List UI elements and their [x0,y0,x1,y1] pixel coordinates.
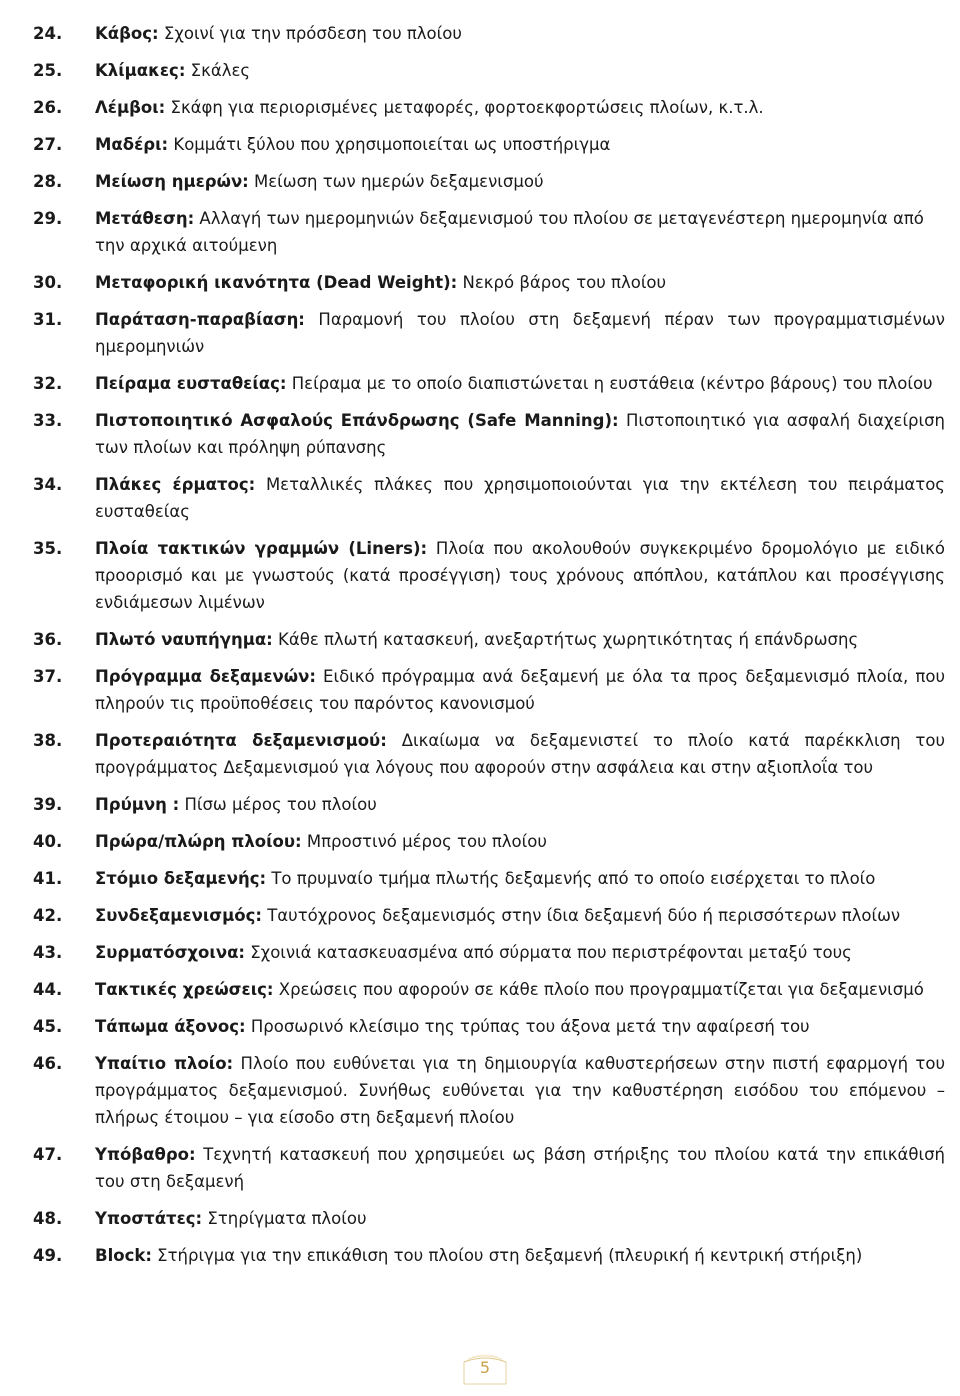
entry-term: Συνδεξαμενισμός: [95,906,262,925]
entry-definition: Ειδικό πρόγραμμα ανά δεξαμενή με όλα τα προς δεξαμενισμό πλοία, που πληρούν τις προϋποθέσεις του παρόντος κανονισμού [95,667,945,713]
entry-term: Κλίμακες: [95,61,186,80]
glossary-entry [33,1050,945,1131]
entry-body [95,407,945,461]
glossary-entry [33,306,945,360]
entry-term: Υποστάτες: [95,1209,203,1228]
entry-body [95,902,945,929]
entry-definition: Προσωρινό κλείσιμο της τρύπας του άξονα μετά την αφαίρεσή του [245,1017,810,1036]
entry-definition: Χρεώσεις που αφορούν σε κάθε πλοίο που προγραμματίζεται για δεξαμενισμό [273,980,924,999]
entry-number: 34. [33,475,63,494]
entry-term: Υπόβαθρο: [95,1145,196,1164]
entry-number: 32. [33,374,63,393]
entry-body [95,865,945,892]
entry-definition: Σκάλες [185,61,251,80]
entry-term: Πλωτό ναυπήγημα: [95,630,273,649]
entry-number: 33. [33,411,63,430]
glossary-entry [33,1013,945,1040]
glossary-entry [33,407,945,461]
entry-body [95,131,945,158]
entry-number: 49. [33,1246,63,1265]
entry-number: 31. [33,310,63,329]
entry-term: Πιστοποιητικό Ασφαλούς Επάνδρωσης (Safe Manning): [95,411,619,430]
entry-definition: Κομμάτι ξύλου που χρησιμοποιείται ως υποστήριγμα [168,135,611,154]
entry-body [95,20,945,47]
glossary-entry [33,727,945,781]
entry-body [95,791,945,818]
entry-definition: Τεχνητή κατασκευή που χρησιμεύει ως βάση στήριξης του πλοίου κατά την επικάθισή του στη δεξαμενή [95,1145,945,1191]
entry-term: Υπαίτιο πλοίο: [95,1054,234,1073]
glossary-entry [33,269,945,296]
glossary-entry [33,168,945,195]
entry-definition: Δικαίωμα να δεξαμενιστεί το πλοίο κατά παρέκκλιση του προγράμματος Δεξαμενισμού για λόγους που αφορούν στην ασφάλεια και στην αξιοπλοΐα του [95,731,946,777]
entry-number: 48. [33,1209,63,1228]
entry-body [95,471,945,525]
entry-term: Πρύμνη : [95,795,180,814]
entry-body [95,57,945,84]
glossary-entry [33,57,945,84]
entry-definition: Μεταλλικές πλάκες που χρησιμοποιούνται για την εκτέλεση του πειράματος ευσταθείας [95,475,945,521]
entry-definition: Πλοία που ακολουθούν συγκεκριμένο δρομολόγιο με ειδικό προορισμό και με γνωστούς (κατά προσέγγιση) τους χρόνους απόπλου, κατάπλου και προσέγγισης ενδιάμεσων λιμένων [95,539,945,612]
entry-body [95,727,945,781]
page-number-badge [462,1354,508,1386]
glossary-entry [33,370,945,397]
entry-number: 39. [33,795,63,814]
entry-body [95,1242,945,1269]
entry-term: Πρώρα/πλώρη πλοίου: [95,832,302,851]
entry-term: Τάπωμα άξονος: [95,1017,246,1036]
entry-body [95,1013,945,1040]
glossary-entry [33,939,945,966]
entry-definition: Στήριγμα για την επικάθιση του πλοίου στη δεξαμενή (πλευρική ή κεντρική στήριξη) [151,1246,863,1265]
entry-definition: Σκάφη για περιορισμένες μεταφορές, φορτοεκφορτώσεις πλοίων, κ.τ.λ. [165,98,764,117]
entry-definition: Το πρυμναίο τμήμα πλωτής δεξαμενής από το οποίο εισέρχεται το πλοίο [266,869,876,888]
entry-body [95,663,945,717]
entry-term: Μείωση ημερών: [95,172,249,191]
glossary-entry [33,20,945,47]
glossary-entry [33,535,945,616]
entry-body [95,626,945,653]
entry-body [95,939,945,966]
entry-number: 42. [33,906,63,925]
glossary-entry [33,791,945,818]
entry-definition: Νεκρό βάρος του πλοίου [457,273,667,292]
entry-body [95,535,945,616]
entry-body [95,168,945,195]
glossary-entry [33,902,945,929]
entry-term: Κάβος: [95,24,159,43]
entry-definition: Σχοινί για την πρόσδεση του πλοίου [158,24,462,43]
page-footer [0,1350,960,1390]
entry-definition: Πλοίο που ευθύνεται για τη δημιουργία καθυστερήσεων στην πιστή εφαρμογή του προγράμματος δεξαμενισμού. Συνήθως ευθύνεται για την καθυστέρηση εισόδου του επόμενου – πλήρως έτοιμου – για είσοδο στη δεξαμενή πλοίου [95,1054,945,1127]
glossary-entry [33,1242,945,1269]
entry-number: 36. [33,630,63,649]
entry-definition: Κάθε πλωτή κατασκευή, ανεξαρτήτως χωρητικότητας ή επάνδρωσης [272,630,859,649]
entry-number: 43. [33,943,63,962]
glossary-entry [33,663,945,717]
entry-term: Παράταση-παραβίαση: [95,310,305,329]
entry-number: 45. [33,1017,63,1036]
entry-number: 40. [33,832,63,851]
entry-number: 37. [33,667,63,686]
entry-body [95,205,945,259]
entry-number: 30. [33,273,63,292]
entry-definition: Πίσω μέρος του πλοίου [179,795,377,814]
entry-number: 44. [33,980,63,999]
glossary-entry [33,1205,945,1232]
entry-term: Προτεραιότητα δεξαμενισμού: [95,731,387,750]
entry-number: 29. [33,209,63,228]
entry-body [95,269,945,296]
entry-number: 26. [33,98,63,117]
glossary-entry [33,94,945,121]
entry-number: 47. [33,1145,63,1164]
glossary-entry [33,626,945,653]
entry-number: 27. [33,135,63,154]
entry-body [95,828,945,855]
entry-number: 46. [33,1054,63,1073]
entry-body [95,1141,945,1195]
entry-definition: Πείραμα με το οποίο διαπιστώνεται η ευστάθεια (κέντρο βάρους) του πλοίου [286,374,933,393]
entry-term: Μεταφορική ικανότητα (Dead Weight): [95,273,458,292]
entry-term: Πείραμα ευσταθείας: [95,374,287,393]
entry-term: Μετάθεση: [95,209,195,228]
entry-number: 35. [33,539,63,558]
entry-number: 38. [33,731,63,750]
entry-term: Μαδέρι: [95,135,169,154]
entry-definition: Μπροστινό μέρος του πλοίου [301,832,547,851]
glossary-entry [33,828,945,855]
entry-definition: Στηρίγματα πλοίου [202,1209,367,1228]
entry-number: 28. [33,172,63,191]
entry-body [95,1050,945,1131]
glossary-entry [33,1141,945,1195]
glossary-entry [33,865,945,892]
glossary-entry [33,471,945,525]
entry-term: Λέμβοι: [95,98,166,117]
entry-term: Block: [95,1246,152,1265]
entry-term: Πρόγραμμα δεξαμενών: [95,667,316,686]
entry-number: 24. [33,24,63,43]
entry-body [95,976,945,1003]
entry-definition: Αλλαγή των ημερομηνιών δεξαμενισμού του πλοίου σε μεταγενέστερη ημερομηνία από την αρχικά αιτούμενη [95,209,924,255]
entry-body [95,306,945,360]
entry-definition: Ταυτόχρονος δεξαμενισμός στην ίδια δεξαμενή δύο ή περισσότερων πλοίων [261,906,901,925]
entry-body [95,370,945,397]
glossary-entry [33,131,945,158]
glossary-entry [33,205,945,259]
entry-body [95,94,945,121]
glossary-list [33,20,945,1279]
entry-definition: Παραμονή του πλοίου στη δεξαμενή πέραν των προγραμματισμένων ημερομηνιών [95,310,945,356]
entry-term: Πλάκες έρματος: [95,475,256,494]
entry-term: Συρματόσχοινα: [95,943,245,962]
entry-definition: Μείωση των ημερών δεξαμενισμού [248,172,544,191]
entry-definition: Πιστοποιητικό για ασφαλή διαχείριση των πλοίων και πρόληψη ρύπανσης [95,411,946,457]
entry-body [95,1205,945,1232]
entry-number: 41. [33,869,63,888]
entry-term: Πλοία τακτικών γραμμών (Liners): [95,539,428,558]
glossary-entry [33,976,945,1003]
page-number: 5 [479,1358,491,1377]
entry-number: 25. [33,61,63,80]
entry-term: Στόμιο δεξαμενής: [95,869,267,888]
entry-definition: Σχοινιά κατασκευασμένα από σύρματα που περιστρέφονται μεταξύ τους [245,943,852,962]
entry-term: Τακτικές χρεώσεις: [95,980,274,999]
